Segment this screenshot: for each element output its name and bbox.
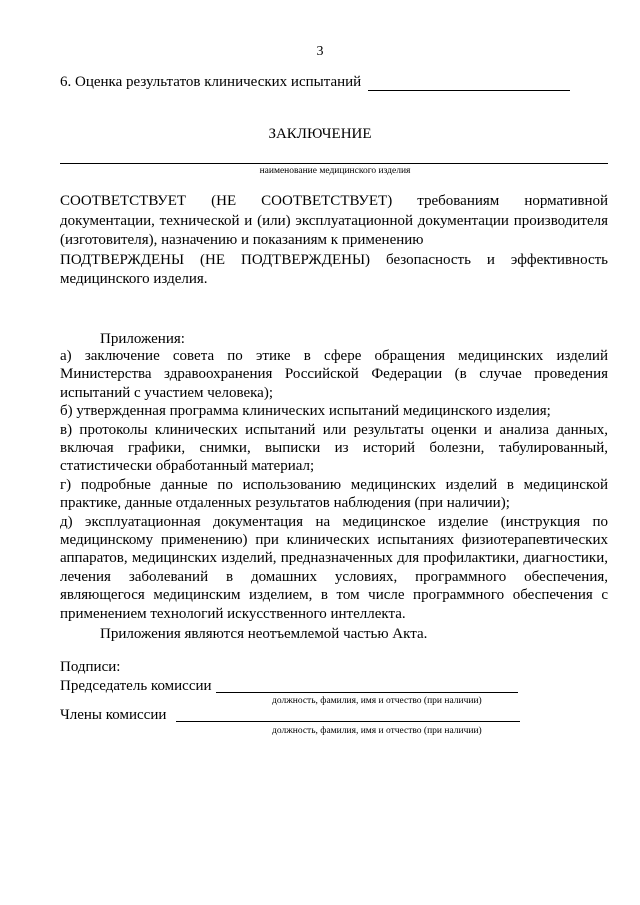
members-caption: должность, фамилия, имя и отчество (при наличии) [272, 726, 482, 736]
attachment-item-d: д) эксплуатационная документация на медицинское изделие (инструкция по медицинскому применению) при клинических испытаниях физиотерапевтических аппаратов, медицинских изделий, предназначенных для профилактики, диагностики, лечения заболеваний в домашних условиях, программного обеспечения, являющегося медицинским изделием, в том числе программного обеспечения с применением технологий искусственного интеллекта. [60, 513, 608, 622]
members-signature-line [176, 721, 520, 722]
attachments-note: Приложения являются неотъемлемой частью Акта. [100, 626, 428, 642]
attachment-item-v: в) протоколы клинических испытаний или результаты оценки и анализа данных, включая графики, снимки, выписки из историй болезни, табулированный, статистически обработанный материал; [60, 421, 608, 475]
section6-fill-line [368, 90, 570, 91]
attachments-list [60, 347, 608, 623]
chairman-signature-line [216, 692, 518, 693]
section6-label: 6. Оценка результатов клинических испытаний [60, 74, 362, 90]
compliance-line-1: СООТВЕТСТВУЕТ (НЕ СООТВЕТСТВУЕТ) требованиям нормативной [60, 193, 608, 209]
attachment-item-b: б) утвержденная программа клинических испытаний медицинского изделия; [60, 403, 551, 420]
safety-line-2: медицинского изделия. [60, 271, 208, 287]
device-name-caption: наименование медицинского изделия [259, 166, 411, 176]
page-number: 3 [316, 44, 324, 59]
compliance-line-2: документации, технической и (или) эксплуатационной документации производителя [60, 212, 608, 229]
conclusion-title: ЗАКЛЮЧЕНИЕ [268, 126, 372, 142]
chairman-label: Председатель комиссии [60, 678, 212, 694]
compliance-paragraph [60, 192, 608, 290]
compliance-line-3: (изготовителя), назначению и показаниям к применению [60, 232, 424, 248]
members-label: Члены комиссии [60, 707, 167, 723]
attachment-item-g: г) подробные данные по использованию медицинских изделий в медицинской практике, данные отдаленных результатов наблюдения (при наличии); [60, 476, 608, 512]
chairman-caption: должность, фамилия, имя и отчество (при наличии) [272, 696, 482, 706]
device-name-line [60, 163, 608, 164]
signatures-heading: Подписи: [60, 659, 121, 675]
attachment-item-a: а) заключение совета по этике в сфере обращения медицинских изделий Министерства здравоохранения Российской Федерации (в случае проведения испытаний с участием человека); [60, 348, 608, 401]
attachments-heading: Приложения: [100, 331, 185, 347]
safety-line-1: ПОДТВЕРЖДЕНЫ (НЕ ПОДТВЕРЖДЕНЫ) безопасность и эффективность [60, 251, 608, 268]
